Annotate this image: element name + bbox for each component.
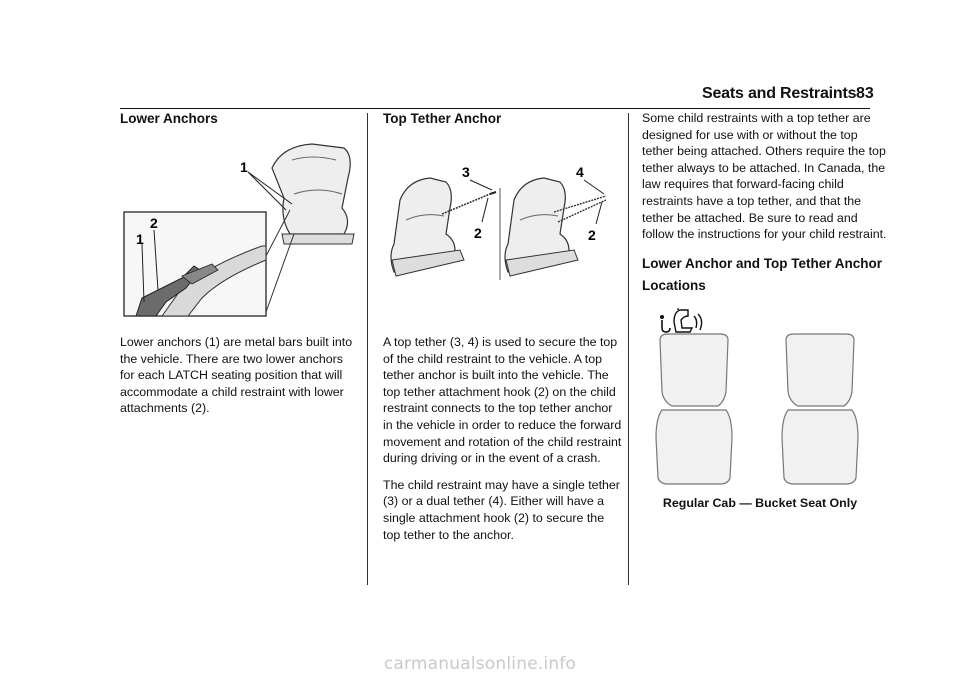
top-tether-requirement-paragraph: Some child restraints with a top tether are designed for use with or without the top tether being attached. Others require the top tether always to be attached. In Canada, the law requires that forward-facing child restraints have a top tether, and that the tether be attached. Be sure to read and follow the instructions for your child restraint. [642, 111, 887, 242]
top-tether-paragraph-2: The child restraint may have a single tether (3) or a dual tether (4). Either will have a single attachment hook (2) to secure the top tether to the anchor. [383, 477, 620, 542]
figure-label-lower-anchor-inset: 1 [136, 231, 144, 247]
lower-anchors-body: Lower anchors (1) are metal bars built into the vehicle. There are two lower anchors for each LATCH seating position that will accommodate a child restraint with lower attachments (2). [120, 335, 353, 416]
column-2-text [383, 334, 623, 553]
left-bucket-seat [656, 334, 732, 484]
page-number: 83 [856, 85, 874, 102]
figure-label-lower-anchor: 1 [240, 159, 248, 175]
figure-label-hook-b: 2 [588, 227, 596, 243]
figure-label-dual-tether: 4 [576, 164, 584, 180]
watermark: carmanualsonline.info [383, 654, 577, 674]
column-2 [383, 110, 623, 128]
bucket-seat-figure [650, 306, 870, 486]
anchor-locations-heading-line-2: Locations [642, 277, 706, 293]
top-tether-anchor-heading: Top Tether Anchor [383, 111, 502, 126]
column-3 [642, 110, 890, 297]
column-1 [120, 110, 360, 128]
section-title: Seats and Restraints [702, 85, 857, 102]
figure-caption: Regular Cab — Bucket Seat Only [662, 496, 858, 510]
column-divider-2 [628, 113, 629, 585]
figure-label-single-tether: 3 [462, 164, 470, 180]
lower-anchors-heading: Lower Anchors [120, 111, 218, 126]
column-divider-1 [367, 113, 368, 585]
figure-label-hook-a: 2 [474, 225, 482, 241]
column-1-text [120, 334, 360, 427]
top-tether-paragraph-1: A top tether (3, 4) is used to secure the top of the child restraint to the vehicle. A top tether anchor is built into the vehicle. The top tether attachment hook (2) on the child restraint connects to the top tether anchor in the vehicle in order to reduce the forward movement and rotation of the child restraint during driving or in the event of a crash. [383, 335, 622, 466]
anchor-locations-heading-line-1: Lower Anchor and Top Tether Anchor [642, 255, 883, 271]
top-tether-figure [384, 160, 616, 286]
page-header [0, 80, 960, 110]
lower-anchor-top-tether-symbol-icon [660, 308, 702, 332]
right-bucket-seat [782, 334, 858, 484]
lower-anchors-figure [122, 138, 362, 320]
header-rule [120, 108, 870, 109]
figure-label-attachment: 2 [150, 215, 158, 231]
anchor-locations-heading [642, 253, 890, 297]
